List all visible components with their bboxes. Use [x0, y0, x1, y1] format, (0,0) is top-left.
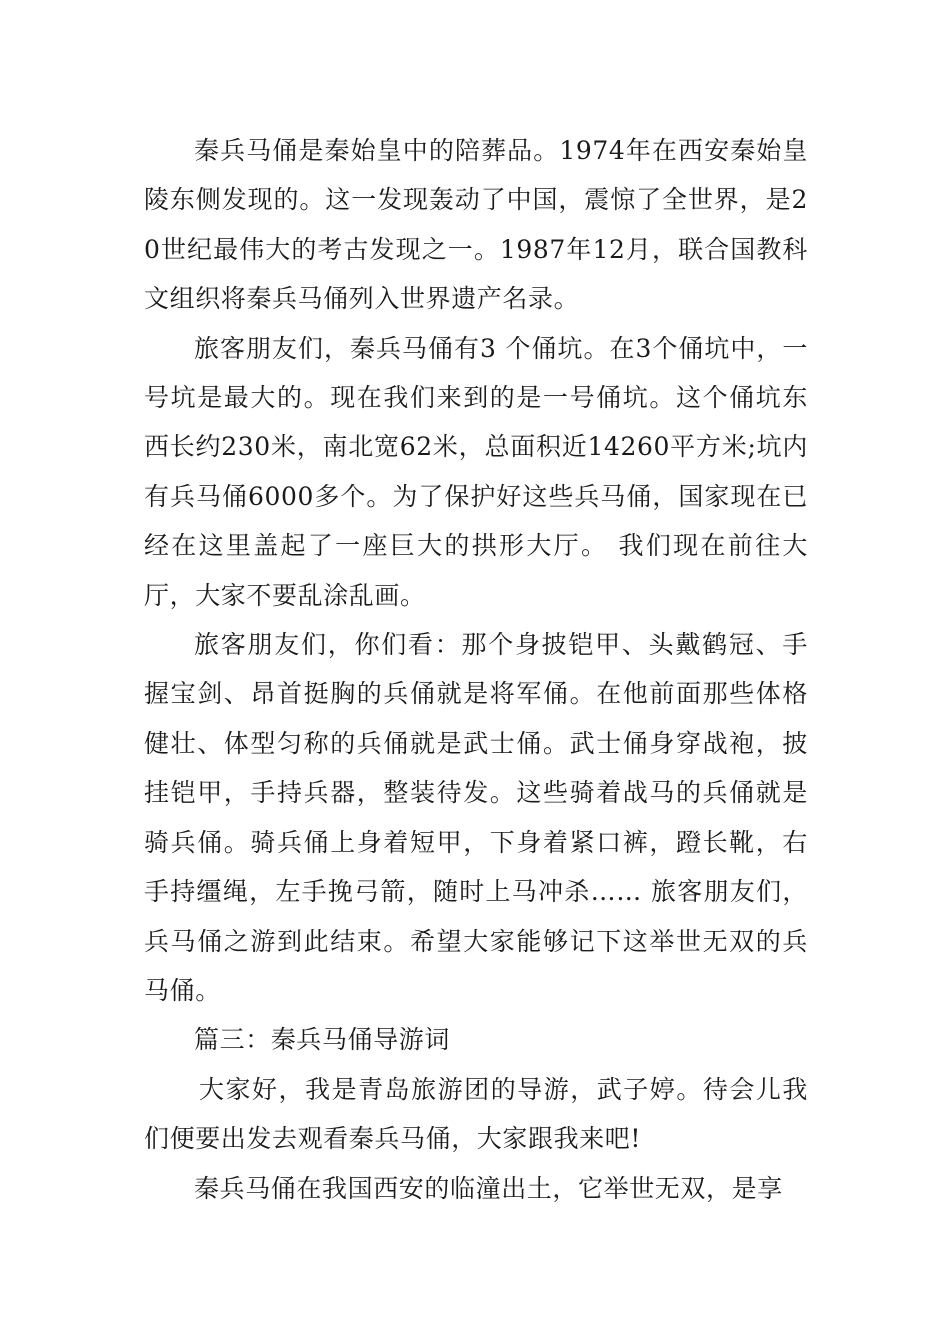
paragraph-excavation: 秦兵马俑在我国西安的临潼出土，它举世无双，是享: [194, 1173, 783, 1203]
paragraph-intro: 秦兵马俑是秦始皇中的陪葬品。1974年在西安秦始皇陵东侧发现的。这一发现轰动了中国，震惊了全世界，是20世纪最伟大的考古发现之一。1987年12月，联合国教科文组织将秦兵马俑列入世界遗产名录。: [144, 136, 808, 314]
section-heading: 篇三：秦兵马俑导游词: [194, 1025, 451, 1055]
paragraph-guide-greeting: 大家好，我是青岛旅游团的导游，武子婷。待会儿我们便要出发去观看秦兵马俑，大家跟我来吧!: [144, 1074, 808, 1154]
document-page: [144, 126, 808, 1213]
paragraph-pit-one: 旅客朋友们，秦兵马俑有3 个俑坑。在3个俑坑中，一号坑是最大的。现在我们来到的是一号俑坑。这个俑坑东西长约230米，南北宽62米，总面积近14260平方米;坑内有兵马俑6000多个。为了保护好这些兵马俑，国家现在已经在这里盖起了一座巨大的拱形大厅。 我们现在前往大厅，大家不要乱涂乱画。: [144, 333, 808, 610]
paragraph-warriors: 旅客朋友们，你们看：那个身披铠甲、头戴鹤冠、手握宝剑、昂首挺胸的兵俑就是将军俑。在他前面那些体格健壮、体型匀称的兵俑就是武士俑。武士俑身穿战袍，披挂铠甲，手持兵器，整装待发。这些骑着战马的兵俑就是骑兵俑。骑兵俑上身着短甲，下身着紧口裤，蹬长靴，右手持缰绳，左手挽弓箭，随时上马冲杀…… 旅客朋友们，兵马俑之游到此结束。希望大家能够记下这举世无双的兵马俑。: [144, 630, 808, 1005]
